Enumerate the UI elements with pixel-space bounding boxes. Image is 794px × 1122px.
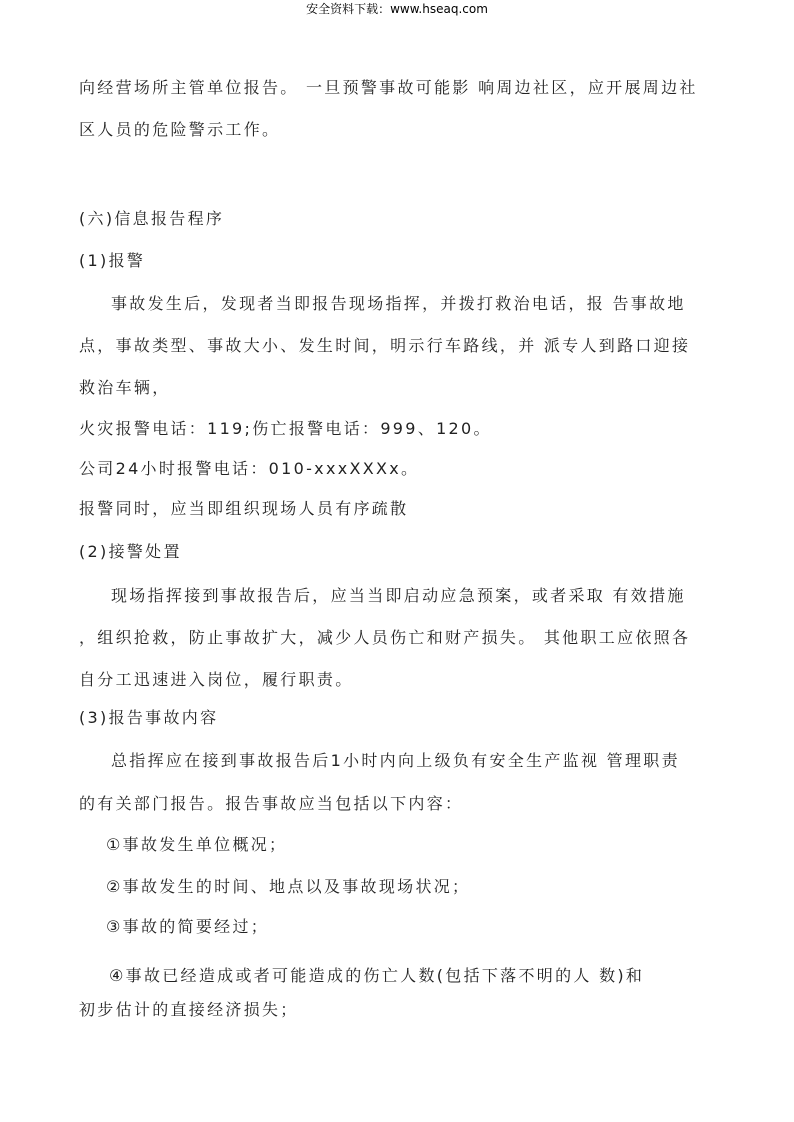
paragraph-line: 救治车辆， [79, 378, 171, 397]
evacuation-line: 报警同时，应当即组织现场人员有序疏散 [79, 499, 409, 518]
list-item: ①事故发生单位概况； [106, 835, 288, 854]
paragraph-line: 的有关部门报告。报告事故应当包括以下内容： [79, 794, 464, 813]
list-item: ③事故的简要经过； [106, 917, 270, 936]
paragraph-line: 总指挥应在接到事故报告后1小时内向上级负有安全生产监视 管理职责 [111, 751, 680, 770]
list-item-continuation: 初步估计的直接经济损失； [79, 1000, 299, 1019]
subsection-heading: (2)接警处置 [79, 542, 182, 561]
paragraph-line: 自分工迅速进入岗位，履行职责。 [79, 670, 354, 689]
paragraph-line: 向经营场所主管单位报告。 一旦预警事故可能影 响周边社区，应开展周边社 [79, 78, 698, 97]
subsection-heading: (3)报告事故内容 [79, 708, 219, 727]
paragraph-line: 现场指挥接到事故报告后，应当当即启动应急预案，或者采取 有效措施 [111, 586, 686, 605]
paragraph-line: 区人员的危险警示工作。 [79, 120, 281, 139]
paragraph-line: 事故发生后，发现者当即报告现场指挥，并拨打救治电话，报 告事故地 [111, 294, 686, 313]
paragraph-line: ，组织抢救，防止事故扩大，减少人员伤亡和财产损失。 其他职工应依照各 [79, 628, 691, 647]
subsection-heading: (1)报警 [79, 251, 146, 270]
page-header[interactable]: 安全资料下载：www.hseaq.com [306, 2, 488, 16]
list-item: ②事故发生的时间、地点以及事故现场状况； [106, 877, 471, 896]
company-phone-line: 公司24小时报警电话：010-xxxXXXx。 [79, 459, 420, 478]
fire-phone-line: 火灾报警电话：119;伤亡报警电话：999、120。 [79, 419, 492, 438]
list-item: ④事故已经造成或者可能造成的伤亡人数(包括下落不明的人 数)和 [109, 966, 645, 985]
section-heading: (六)信息报告程序 [79, 209, 225, 228]
paragraph-line: 点，事故类型、事故大小、发生时间，明示行车路线，并 派专人到路口迎接 [79, 336, 691, 355]
